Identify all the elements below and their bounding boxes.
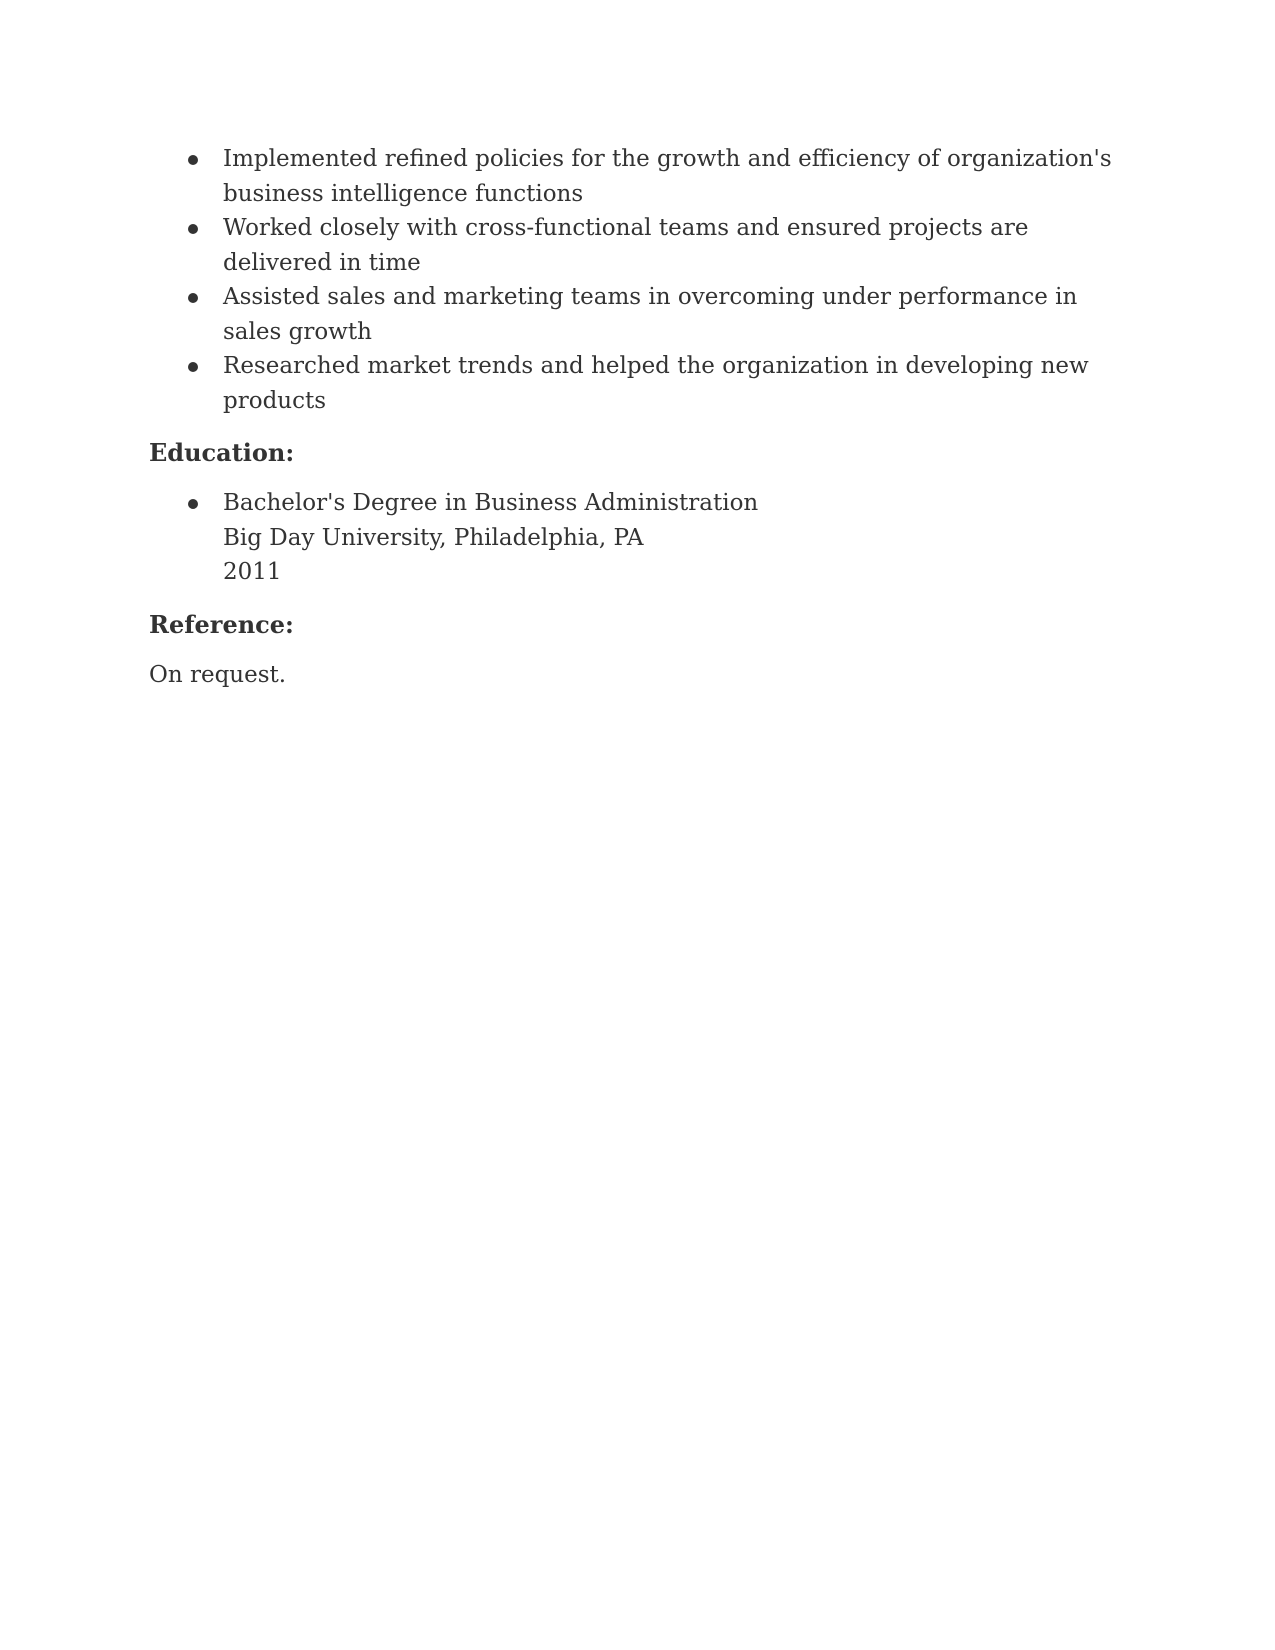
bullet-text: Implemented refined policies for the growth and efficiency of organization's business intelligence functions bbox=[223, 146, 1112, 207]
list-item bbox=[149, 142, 1129, 211]
experience-bullet-list bbox=[149, 142, 1129, 418]
resume-page bbox=[149, 142, 1129, 692]
list-item bbox=[149, 280, 1129, 349]
degree-text: Bachelor's Degree in Business Administration bbox=[223, 490, 759, 516]
list-item bbox=[149, 349, 1129, 418]
bullet-text: Worked closely with cross-functional teams and ensured projects are delivered in time bbox=[223, 215, 1029, 276]
education-heading: Education: bbox=[149, 438, 295, 467]
bullet-icon bbox=[188, 155, 198, 165]
bullet-text: Assisted sales and marketing teams in overcoming under performance in sales growth bbox=[223, 284, 1078, 345]
graduation-year: 2011 bbox=[223, 559, 282, 585]
bullet-icon bbox=[188, 362, 198, 372]
education-list bbox=[149, 486, 1129, 590]
bullet-icon bbox=[188, 224, 198, 234]
reference-heading: Reference: bbox=[149, 609, 294, 639]
school-text: Big Day University, Philadelphia, PA bbox=[223, 524, 644, 551]
bullet-icon bbox=[188, 499, 198, 509]
reference-text: On request. bbox=[149, 661, 287, 688]
bullet-text: Researched market trends and helped the organization in developing new products bbox=[223, 353, 1089, 414]
bullet-icon bbox=[188, 293, 198, 303]
list-item bbox=[149, 211, 1129, 280]
list-item bbox=[149, 486, 1129, 590]
